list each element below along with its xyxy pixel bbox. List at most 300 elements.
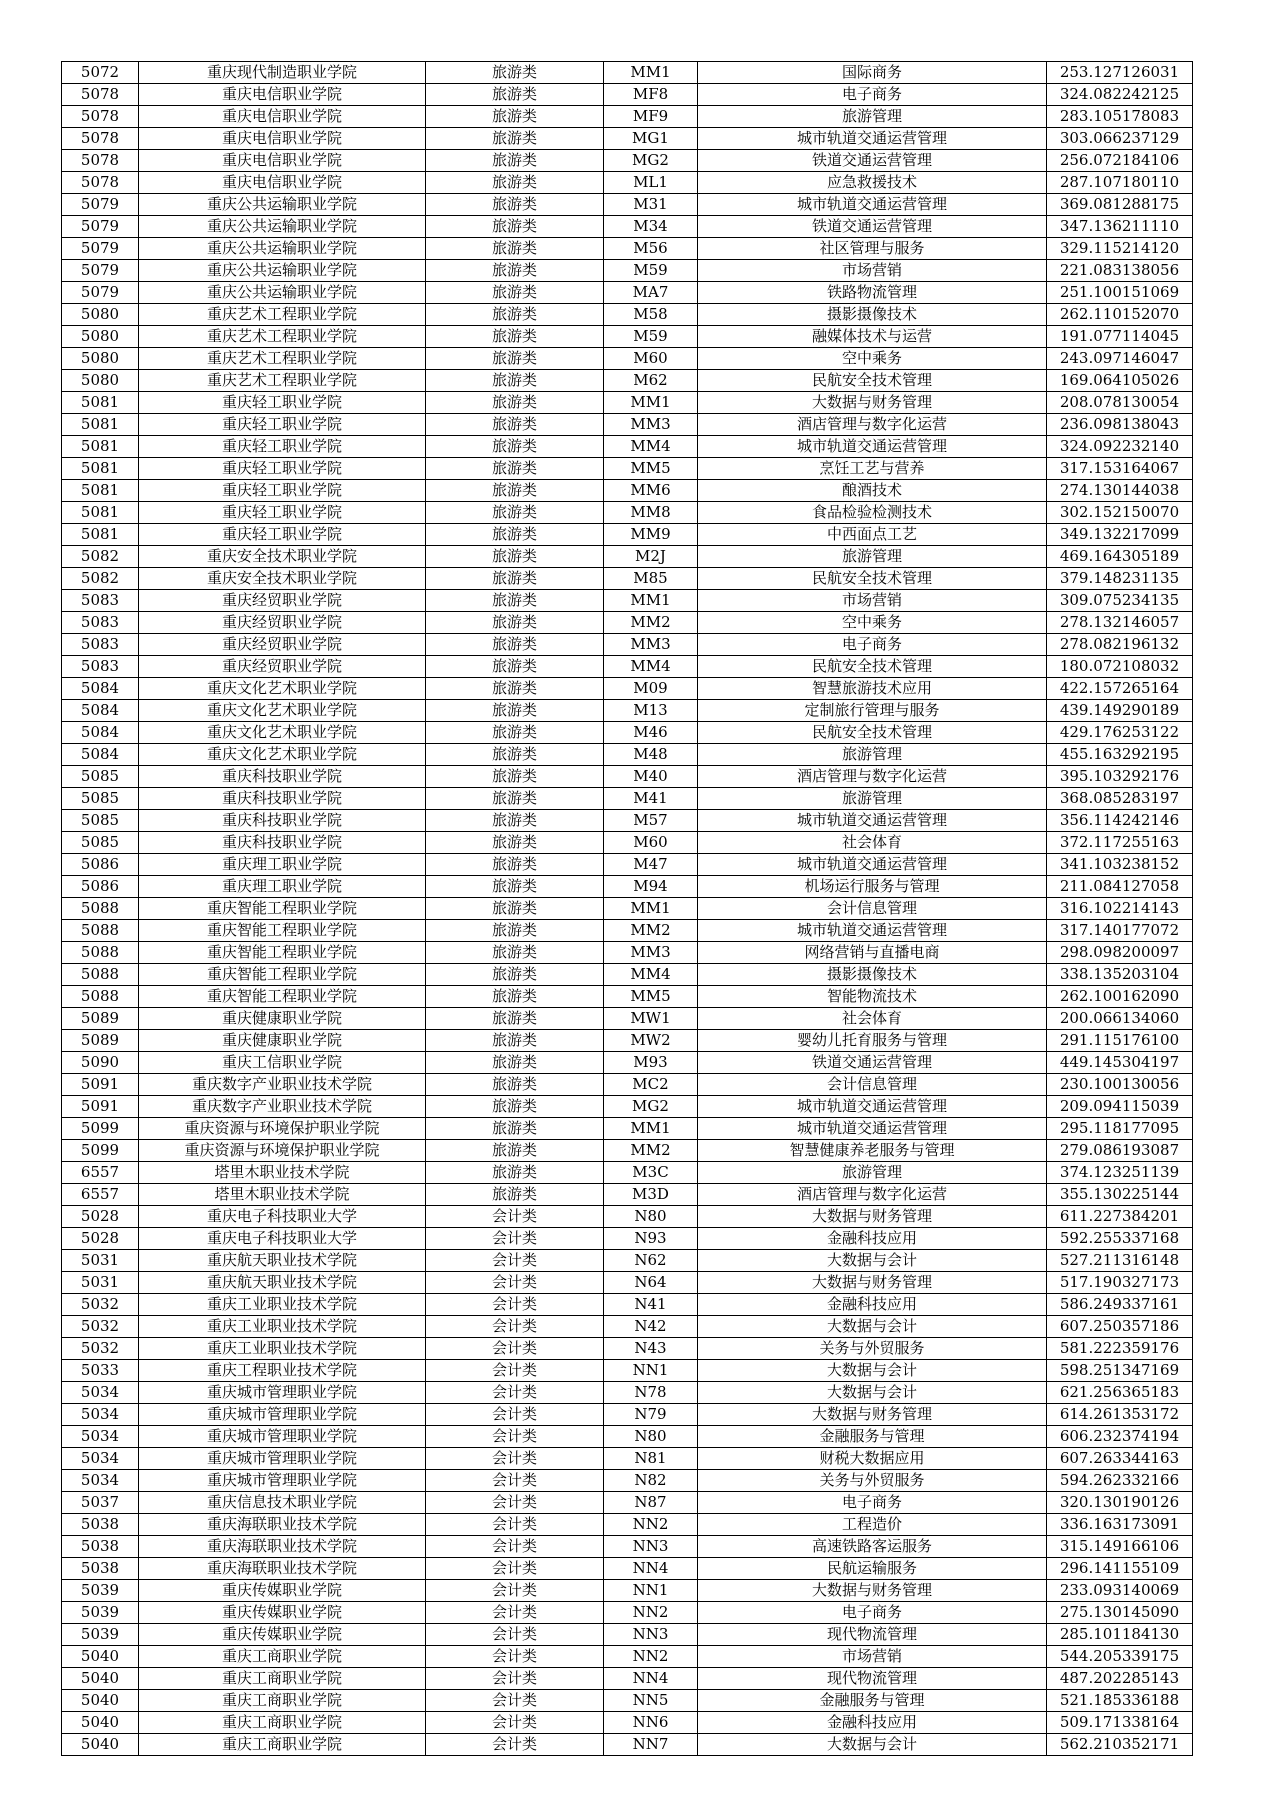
school-name-cell: 重庆航天职业技术学院 — [139, 1272, 426, 1294]
table-row — [62, 1250, 1193, 1272]
major-code-cell: M31 — [604, 194, 698, 216]
school-name-cell: 重庆海联职业技术学院 — [139, 1536, 426, 1558]
major-code-cell: NN5 — [604, 1690, 698, 1712]
table-row — [62, 1646, 1193, 1668]
school-code-cell: 5078 — [62, 128, 139, 150]
table-row — [62, 1602, 1193, 1624]
school-code-cell: 5086 — [62, 876, 139, 898]
table-row — [62, 348, 1193, 370]
score-cell: 329.115214120 — [1047, 238, 1193, 260]
school-name-cell: 重庆工商职业学院 — [139, 1712, 426, 1734]
school-code-cell: 5091 — [62, 1074, 139, 1096]
school-name-cell: 重庆文化艺术职业学院 — [139, 744, 426, 766]
major-code-cell: M46 — [604, 722, 698, 744]
table-row — [62, 106, 1193, 128]
major-code-cell: MM8 — [604, 502, 698, 524]
major-code-cell: MM5 — [604, 986, 698, 1008]
major-code-cell: N64 — [604, 1272, 698, 1294]
major-name-cell: 市场营销 — [698, 590, 1047, 612]
score-cell: 211.084127058 — [1047, 876, 1193, 898]
major-name-cell: 财税大数据应用 — [698, 1448, 1047, 1470]
score-cell: 369.081288175 — [1047, 194, 1193, 216]
major-name-cell: 大数据与会计 — [698, 1360, 1047, 1382]
category-cell: 会计类 — [426, 1690, 604, 1712]
category-cell: 旅游类 — [426, 832, 604, 854]
score-cell: 611.227384201 — [1047, 1206, 1193, 1228]
school-code-cell: 5086 — [62, 854, 139, 876]
category-cell: 会计类 — [426, 1382, 604, 1404]
major-name-cell: 铁路物流管理 — [698, 282, 1047, 304]
major-name-cell: 城市轨道交通运营管理 — [698, 128, 1047, 150]
school-name-cell: 重庆工商职业学院 — [139, 1646, 426, 1668]
major-name-cell: 城市轨道交通运营管理 — [698, 920, 1047, 942]
major-code-cell: NN2 — [604, 1514, 698, 1536]
major-code-cell: M62 — [604, 370, 698, 392]
category-cell: 旅游类 — [426, 920, 604, 942]
major-code-cell: MM4 — [604, 964, 698, 986]
major-code-cell: MW1 — [604, 1008, 698, 1030]
category-cell: 旅游类 — [426, 1118, 604, 1140]
score-cell: 455.163292195 — [1047, 744, 1193, 766]
school-name-cell: 重庆工程职业技术学院 — [139, 1360, 426, 1382]
category-cell: 会计类 — [426, 1624, 604, 1646]
school-code-cell: 5079 — [62, 260, 139, 282]
table-row — [62, 1272, 1193, 1294]
major-name-cell: 高速铁路客运服务 — [698, 1536, 1047, 1558]
school-code-cell: 5078 — [62, 106, 139, 128]
school-code-cell: 5083 — [62, 590, 139, 612]
score-cell: 517.190327173 — [1047, 1272, 1193, 1294]
table-row — [62, 304, 1193, 326]
score-cell: 295.118177095 — [1047, 1118, 1193, 1140]
category-cell: 会计类 — [426, 1206, 604, 1228]
major-code-cell: N79 — [604, 1404, 698, 1426]
score-cell: 429.176253122 — [1047, 722, 1193, 744]
school-name-cell: 重庆公共运输职业学院 — [139, 238, 426, 260]
table-row — [62, 282, 1193, 304]
table-row — [62, 1668, 1193, 1690]
major-code-cell: M58 — [604, 304, 698, 326]
score-cell: 586.249337161 — [1047, 1294, 1193, 1316]
major-name-cell: 空中乘务 — [698, 612, 1047, 634]
school-name-cell: 重庆轻工职业学院 — [139, 414, 426, 436]
school-name-cell: 重庆城市管理职业学院 — [139, 1470, 426, 1492]
school-name-cell: 重庆经贸职业学院 — [139, 634, 426, 656]
category-cell: 会计类 — [426, 1294, 604, 1316]
category-cell: 旅游类 — [426, 84, 604, 106]
table-row — [62, 370, 1193, 392]
score-cell: 355.130225144 — [1047, 1184, 1193, 1206]
major-name-cell: 铁道交通运营管理 — [698, 150, 1047, 172]
table-row — [62, 260, 1193, 282]
category-cell: 旅游类 — [426, 568, 604, 590]
category-cell: 旅游类 — [426, 502, 604, 524]
category-cell: 会计类 — [426, 1360, 604, 1382]
table-row — [62, 480, 1193, 502]
major-name-cell: 市场营销 — [698, 1646, 1047, 1668]
major-name-cell: 智慧旅游技术应用 — [698, 678, 1047, 700]
major-name-cell: 铁道交通运营管理 — [698, 216, 1047, 238]
school-code-cell: 5039 — [62, 1580, 139, 1602]
score-cell: 302.152150070 — [1047, 502, 1193, 524]
major-code-cell: M48 — [604, 744, 698, 766]
category-cell: 旅游类 — [426, 1074, 604, 1096]
score-cell: 316.102214143 — [1047, 898, 1193, 920]
category-cell: 旅游类 — [426, 304, 604, 326]
major-code-cell: MM4 — [604, 656, 698, 678]
school-code-cell: 5079 — [62, 194, 139, 216]
table-row — [62, 392, 1193, 414]
school-code-cell: 5081 — [62, 524, 139, 546]
school-code-cell: 6557 — [62, 1162, 139, 1184]
major-code-cell: M56 — [604, 238, 698, 260]
school-code-cell: 5081 — [62, 480, 139, 502]
table-row — [62, 700, 1193, 722]
major-name-cell: 民航运输服务 — [698, 1558, 1047, 1580]
score-cell: 278.132146057 — [1047, 612, 1193, 634]
category-cell: 旅游类 — [426, 414, 604, 436]
table-row — [62, 1426, 1193, 1448]
school-code-cell: 5085 — [62, 788, 139, 810]
category-cell: 会计类 — [426, 1272, 604, 1294]
table-row — [62, 238, 1193, 260]
major-code-cell: MM1 — [604, 1118, 698, 1140]
major-name-cell: 城市轨道交通运营管理 — [698, 436, 1047, 458]
score-cell: 372.117255163 — [1047, 832, 1193, 854]
school-code-cell: 5080 — [62, 304, 139, 326]
score-cell: 336.163173091 — [1047, 1514, 1193, 1536]
table-row — [62, 1580, 1193, 1602]
category-cell: 旅游类 — [426, 458, 604, 480]
school-name-cell: 重庆资源与环境保护职业学院 — [139, 1118, 426, 1140]
school-code-cell: 5040 — [62, 1690, 139, 1712]
score-cell: 379.148231135 — [1047, 568, 1193, 590]
school-code-cell: 5034 — [62, 1470, 139, 1492]
table-row — [62, 172, 1193, 194]
table-row — [62, 1052, 1193, 1074]
score-cell: 338.135203104 — [1047, 964, 1193, 986]
school-name-cell: 重庆经贸职业学院 — [139, 612, 426, 634]
school-code-cell: 5040 — [62, 1712, 139, 1734]
category-cell: 旅游类 — [426, 1140, 604, 1162]
major-code-cell: M57 — [604, 810, 698, 832]
school-code-cell: 5082 — [62, 546, 139, 568]
category-cell: 旅游类 — [426, 590, 604, 612]
score-cell: 544.205339175 — [1047, 1646, 1193, 1668]
school-name-cell: 塔里木职业技术学院 — [139, 1184, 426, 1206]
table-row — [62, 458, 1193, 480]
major-code-cell: M09 — [604, 678, 698, 700]
score-cell: 320.130190126 — [1047, 1492, 1193, 1514]
table-row — [62, 194, 1193, 216]
school-name-cell: 重庆城市管理职业学院 — [139, 1404, 426, 1426]
major-name-cell: 应急救援技术 — [698, 172, 1047, 194]
table-row — [62, 1162, 1193, 1184]
major-name-cell: 城市轨道交通运营管理 — [698, 854, 1047, 876]
school-name-cell: 重庆数字产业职业技术学院 — [139, 1074, 426, 1096]
school-name-cell: 重庆资源与环境保护职业学院 — [139, 1140, 426, 1162]
major-name-cell: 大数据与会计 — [698, 1250, 1047, 1272]
category-cell: 旅游类 — [426, 1052, 604, 1074]
school-code-cell: 5080 — [62, 326, 139, 348]
school-code-cell: 5034 — [62, 1448, 139, 1470]
score-cell: 275.130145090 — [1047, 1602, 1193, 1624]
school-name-cell: 重庆工业职业技术学院 — [139, 1294, 426, 1316]
school-code-cell: 6557 — [62, 1184, 139, 1206]
school-name-cell: 重庆传媒职业学院 — [139, 1624, 426, 1646]
table-row — [62, 898, 1193, 920]
school-code-cell: 5028 — [62, 1228, 139, 1250]
major-code-cell: MM1 — [604, 590, 698, 612]
major-code-cell: MM4 — [604, 436, 698, 458]
school-name-cell: 重庆电信职业学院 — [139, 106, 426, 128]
school-code-cell: 5032 — [62, 1316, 139, 1338]
score-cell: 324.092232140 — [1047, 436, 1193, 458]
table-row — [62, 920, 1193, 942]
major-code-cell: MG1 — [604, 128, 698, 150]
major-code-cell: NN3 — [604, 1536, 698, 1558]
school-name-cell: 重庆航天职业技术学院 — [139, 1250, 426, 1272]
school-name-cell: 重庆智能工程职业学院 — [139, 964, 426, 986]
major-name-cell: 旅游管理 — [698, 546, 1047, 568]
school-code-cell: 5082 — [62, 568, 139, 590]
major-code-cell: M93 — [604, 1052, 698, 1074]
school-name-cell: 重庆现代制造职业学院 — [139, 62, 426, 84]
major-name-cell: 城市轨道交通运营管理 — [698, 194, 1047, 216]
major-name-cell: 金融服务与管理 — [698, 1690, 1047, 1712]
school-name-cell: 重庆理工职业学院 — [139, 854, 426, 876]
major-code-cell: MF9 — [604, 106, 698, 128]
table-row — [62, 1624, 1193, 1646]
major-name-cell: 民航安全技术管理 — [698, 722, 1047, 744]
table-row — [62, 678, 1193, 700]
score-cell: 324.082242125 — [1047, 84, 1193, 106]
table-row — [62, 964, 1193, 986]
score-cell: 180.072108032 — [1047, 656, 1193, 678]
major-name-cell: 旅游管理 — [698, 1162, 1047, 1184]
school-name-cell: 重庆艺术工程职业学院 — [139, 326, 426, 348]
major-name-cell: 电子商务 — [698, 1492, 1047, 1514]
school-name-cell: 重庆电信职业学院 — [139, 84, 426, 106]
major-name-cell: 大数据与会计 — [698, 1316, 1047, 1338]
school-name-cell: 重庆公共运输职业学院 — [139, 216, 426, 238]
table-row — [62, 1712, 1193, 1734]
school-name-cell: 重庆轻工职业学院 — [139, 436, 426, 458]
major-name-cell: 摄影摄像技术 — [698, 964, 1047, 986]
category-cell: 旅游类 — [426, 436, 604, 458]
category-cell: 旅游类 — [426, 656, 604, 678]
category-cell: 会计类 — [426, 1558, 604, 1580]
admission-score-table — [61, 61, 1193, 1756]
major-code-cell: M13 — [604, 700, 698, 722]
school-name-cell: 重庆工商职业学院 — [139, 1668, 426, 1690]
major-name-cell: 大数据与会计 — [698, 1382, 1047, 1404]
table-row — [62, 1074, 1193, 1096]
table-row — [62, 1030, 1193, 1052]
school-name-cell: 重庆传媒职业学院 — [139, 1602, 426, 1624]
table-row — [62, 1536, 1193, 1558]
category-cell: 旅游类 — [426, 150, 604, 172]
major-name-cell: 现代物流管理 — [698, 1624, 1047, 1646]
major-code-cell: M3C — [604, 1162, 698, 1184]
school-code-cell: 5088 — [62, 920, 139, 942]
school-code-cell: 5040 — [62, 1734, 139, 1756]
major-name-cell: 智慧健康养老服务与管理 — [698, 1140, 1047, 1162]
score-cell: 303.066237129 — [1047, 128, 1193, 150]
category-cell: 旅游类 — [426, 1184, 604, 1206]
category-cell: 旅游类 — [426, 678, 604, 700]
school-name-cell: 重庆电信职业学院 — [139, 150, 426, 172]
score-cell: 208.078130054 — [1047, 392, 1193, 414]
score-cell: 598.251347169 — [1047, 1360, 1193, 1382]
score-cell: 262.100162090 — [1047, 986, 1193, 1008]
major-name-cell: 大数据与财务管理 — [698, 392, 1047, 414]
table-row — [62, 502, 1193, 524]
school-name-cell: 重庆科技职业学院 — [139, 766, 426, 788]
score-cell: 243.097146047 — [1047, 348, 1193, 370]
school-name-cell: 重庆公共运输职业学院 — [139, 260, 426, 282]
major-name-cell: 机场运行服务与管理 — [698, 876, 1047, 898]
school-name-cell: 重庆轻工职业学院 — [139, 458, 426, 480]
major-name-cell: 工程造价 — [698, 1514, 1047, 1536]
category-cell: 旅游类 — [426, 392, 604, 414]
school-name-cell: 重庆经贸职业学院 — [139, 656, 426, 678]
school-code-cell: 5039 — [62, 1624, 139, 1646]
category-cell: 会计类 — [426, 1536, 604, 1558]
school-code-cell: 5072 — [62, 62, 139, 84]
school-code-cell: 5084 — [62, 722, 139, 744]
table-row — [62, 84, 1193, 106]
category-cell: 旅游类 — [426, 898, 604, 920]
table-row — [62, 1514, 1193, 1536]
category-cell: 旅游类 — [426, 172, 604, 194]
school-code-cell: 5079 — [62, 282, 139, 304]
category-cell: 会计类 — [426, 1668, 604, 1690]
table-row — [62, 942, 1193, 964]
table-row — [62, 1360, 1193, 1382]
school-code-cell: 5088 — [62, 898, 139, 920]
school-code-cell: 5099 — [62, 1140, 139, 1162]
score-cell: 262.110152070 — [1047, 304, 1193, 326]
major-name-cell: 智能物流技术 — [698, 986, 1047, 1008]
major-code-cell: NN6 — [604, 1712, 698, 1734]
table-row — [62, 1404, 1193, 1426]
category-cell: 旅游类 — [426, 1030, 604, 1052]
category-cell: 旅游类 — [426, 810, 604, 832]
score-cell: 296.141155109 — [1047, 1558, 1193, 1580]
major-code-cell: M34 — [604, 216, 698, 238]
score-cell: 527.211316148 — [1047, 1250, 1193, 1272]
category-cell: 旅游类 — [426, 326, 604, 348]
table-row — [62, 1734, 1193, 1756]
major-code-cell: MM1 — [604, 392, 698, 414]
category-cell: 旅游类 — [426, 128, 604, 150]
score-cell: 274.130144038 — [1047, 480, 1193, 502]
school-code-cell: 5081 — [62, 458, 139, 480]
school-code-cell: 5089 — [62, 1008, 139, 1030]
school-name-cell: 重庆艺术工程职业学院 — [139, 348, 426, 370]
major-name-cell: 金融科技应用 — [698, 1712, 1047, 1734]
table-row — [62, 1470, 1193, 1492]
score-cell: 209.094115039 — [1047, 1096, 1193, 1118]
major-name-cell: 定制旅行管理与服务 — [698, 700, 1047, 722]
major-code-cell: M41 — [604, 788, 698, 810]
school-code-cell: 5038 — [62, 1558, 139, 1580]
school-name-cell: 重庆工信职业学院 — [139, 1052, 426, 1074]
score-cell: 509.171338164 — [1047, 1712, 1193, 1734]
major-name-cell: 大数据与财务管理 — [698, 1580, 1047, 1602]
school-name-cell: 重庆工商职业学院 — [139, 1690, 426, 1712]
category-cell: 旅游类 — [426, 216, 604, 238]
score-cell: 317.153164067 — [1047, 458, 1193, 480]
table-row — [62, 524, 1193, 546]
school-name-cell: 重庆海联职业技术学院 — [139, 1558, 426, 1580]
category-cell: 会计类 — [426, 1250, 604, 1272]
major-code-cell: MM1 — [604, 62, 698, 84]
school-name-cell: 重庆文化艺术职业学院 — [139, 700, 426, 722]
school-name-cell: 重庆安全技术职业学院 — [139, 568, 426, 590]
school-name-cell: 重庆工业职业技术学院 — [139, 1338, 426, 1360]
school-code-cell: 5040 — [62, 1646, 139, 1668]
major-code-cell: M60 — [604, 832, 698, 854]
school-name-cell: 重庆电子科技职业大学 — [139, 1206, 426, 1228]
score-cell: 621.256365183 — [1047, 1382, 1193, 1404]
major-code-cell: N41 — [604, 1294, 698, 1316]
major-code-cell: MC2 — [604, 1074, 698, 1096]
school-name-cell: 重庆工商职业学院 — [139, 1734, 426, 1756]
school-name-cell: 重庆电子科技职业大学 — [139, 1228, 426, 1250]
score-cell: 341.103238152 — [1047, 854, 1193, 876]
major-name-cell: 酿酒技术 — [698, 480, 1047, 502]
score-cell: 315.149166106 — [1047, 1536, 1193, 1558]
category-cell: 会计类 — [426, 1602, 604, 1624]
score-cell: 230.100130056 — [1047, 1074, 1193, 1096]
major-name-cell: 电子商务 — [698, 634, 1047, 656]
major-code-cell: N81 — [604, 1448, 698, 1470]
school-name-cell: 重庆健康职业学院 — [139, 1030, 426, 1052]
major-code-cell: NN2 — [604, 1646, 698, 1668]
major-name-cell: 旅游管理 — [698, 788, 1047, 810]
category-cell: 旅游类 — [426, 1008, 604, 1030]
major-name-cell: 民航安全技术管理 — [698, 568, 1047, 590]
major-name-cell: 城市轨道交通运营管理 — [698, 810, 1047, 832]
table-row — [62, 1316, 1193, 1338]
major-name-cell: 融媒体技术与运营 — [698, 326, 1047, 348]
school-name-cell: 重庆智能工程职业学院 — [139, 986, 426, 1008]
school-code-cell: 5083 — [62, 612, 139, 634]
category-cell: 旅游类 — [426, 634, 604, 656]
school-name-cell: 重庆安全技术职业学院 — [139, 546, 426, 568]
table-row — [62, 1492, 1193, 1514]
school-code-cell: 5091 — [62, 1096, 139, 1118]
score-cell: 200.066134060 — [1047, 1008, 1193, 1030]
score-cell: 347.136211110 — [1047, 216, 1193, 238]
school-name-cell: 重庆智能工程职业学院 — [139, 920, 426, 942]
major-name-cell: 关务与外贸服务 — [698, 1470, 1047, 1492]
school-name-cell: 重庆轻工职业学院 — [139, 392, 426, 414]
major-code-cell: NN4 — [604, 1668, 698, 1690]
score-cell: 614.261353172 — [1047, 1404, 1193, 1426]
school-code-cell: 5081 — [62, 392, 139, 414]
score-cell: 298.098200097 — [1047, 942, 1193, 964]
category-cell: 会计类 — [426, 1470, 604, 1492]
major-code-cell: M94 — [604, 876, 698, 898]
school-code-cell: 5032 — [62, 1338, 139, 1360]
school-name-cell: 重庆科技职业学院 — [139, 832, 426, 854]
major-name-cell: 烹饪工艺与营养 — [698, 458, 1047, 480]
category-cell: 旅游类 — [426, 986, 604, 1008]
score-cell: 521.185336188 — [1047, 1690, 1193, 1712]
